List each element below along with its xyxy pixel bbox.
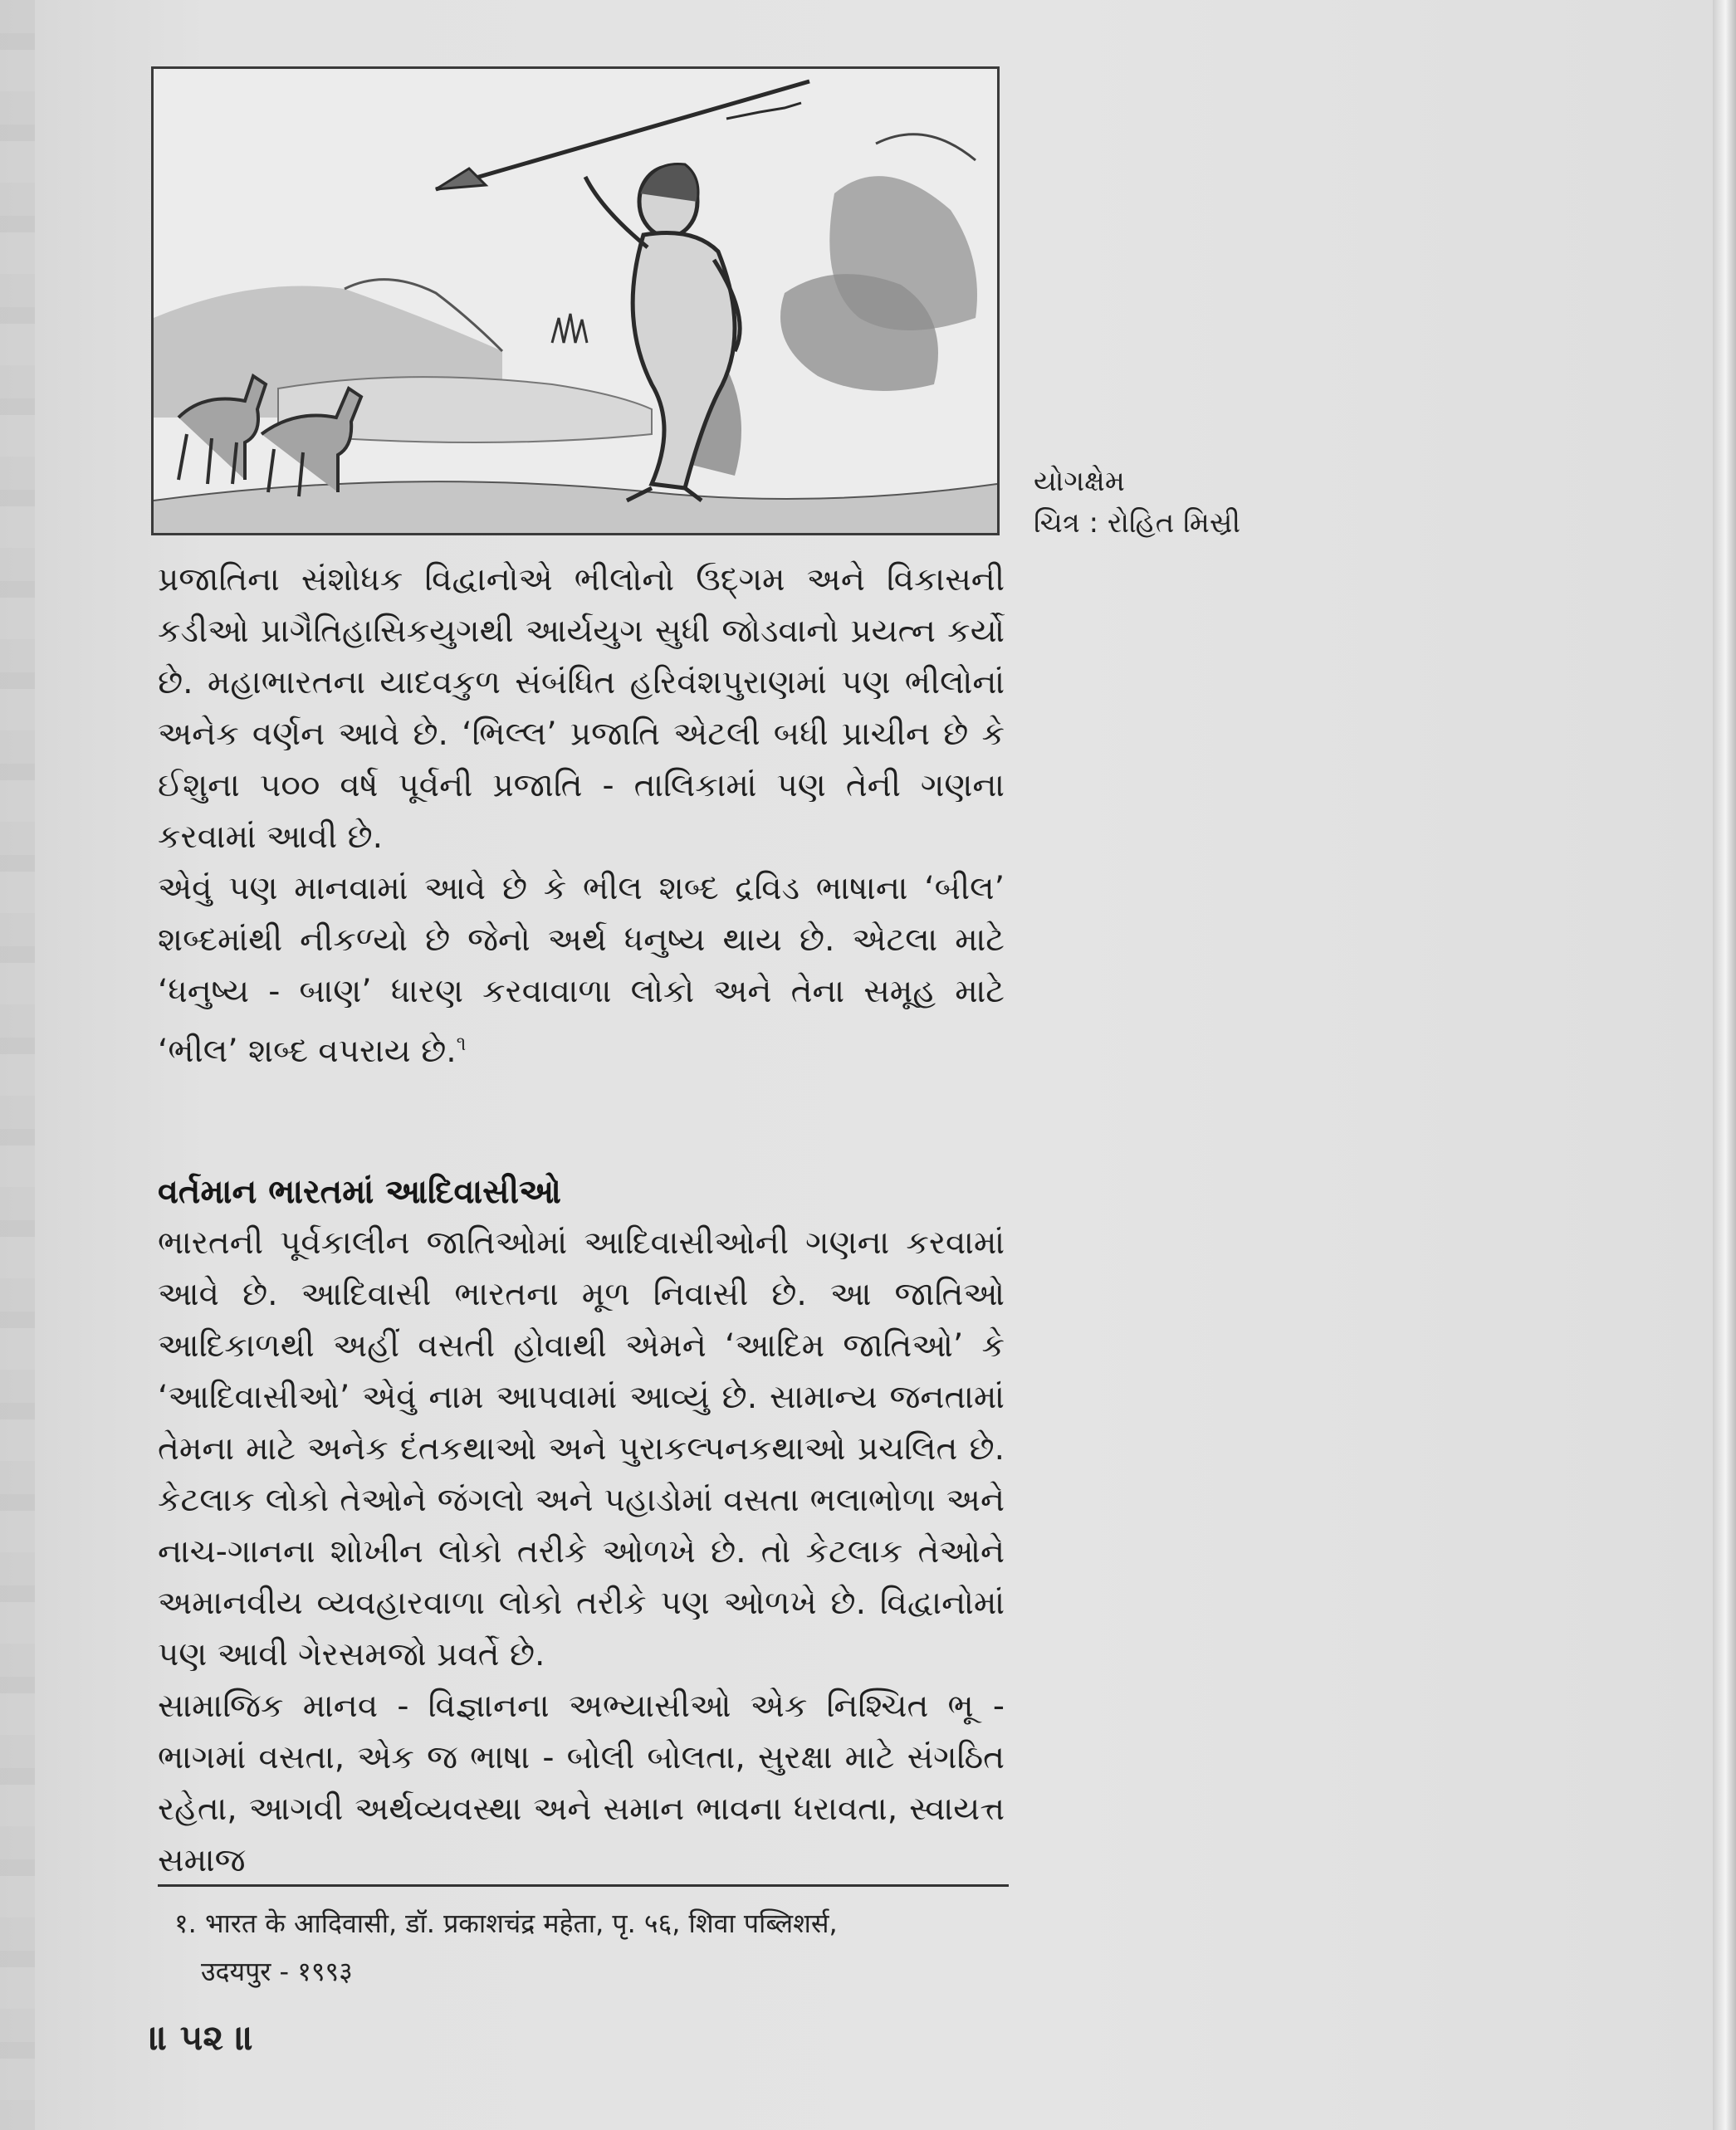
illustration-hunter <box>151 66 1000 535</box>
page-number: ॥ ૫૨ ॥ <box>149 2017 254 2058</box>
section1-paragraph2 <box>158 863 1005 1077</box>
figure-caption <box>1034 461 1240 544</box>
page-edge-shadow <box>0 0 35 2130</box>
caption-title: યોગક્ષેમ <box>1034 465 1125 498</box>
footnote-marker: ૧ <box>456 1032 467 1055</box>
section1-paragraph1: પ્રજાતિના સંશોધક વિદ્વાનોએ ભીલોનો ઉદ્‌ગમ અને વિકાસની કડીઓ પ્રાગૈતિહાસિકયુગથી આર્યયુગ સુધી જોડવાનો પ્રયત્ન કર્યો છે. મહાભારતના યાદવકુળ સંબંધિત હરિવંશપુરાણમાં પણ ભીલોનાં અનેક વર્ણન આવે છે. ‘ભિલ્લ’ પ્રજાતિ એટલી બધી પ્રાચીન છે કે ઈશુના ૫૦૦ વર્ષ પૂર્વની પ્રજાતિ - તાલિકામાં પણ તેની ગણના કરવામાં આવી છે. <box>158 561 1005 856</box>
hunter-sketch-image <box>154 69 997 533</box>
book-spine-edge <box>1713 0 1736 2130</box>
footnote-line1: १. भारत के आदिवासी, डॉ. प्रकाशचंद्र महेता, पृ. ५६, शिवा पब्लिशर्स, <box>174 1908 838 1939</box>
section2-paragraph1: ભારતની પૂર્વકાલીન જાતિઓમાં આદિવાસીઓની ગણના કરવામાં આવે છે. આદિવાસી ભારતના મૂળ નિવાસી છે. આ જાતિઓ આદિકાળથી અહીં વસતી હોવાથી એમને ‘આદિમ જાતિઓ’ કે ‘આદિવાસીઓ’ એવું નામ આપવામાં આવ્યું છે. સામાન્ય જનતામાં તેમના માટે અનેક દંતકથાઓ અને પુરાકલ્પનકથાઓ પ્રચલિત છે. કેટલાક લોકો તેઓને જંગલો અને પહાડોમાં વસતા ભલાભોળા અને નાચ-ગાનના શોખીન લોકો તરીકે ઓળખે છે. તો કેટલાક તેઓને અમાનવીય વ્યવહારવાળા લોકો તરીકે પણ ઓળખે છે. વિદ્વાનોમાં પણ આવી ગેરસમજો પ્રવર્તે છે. <box>158 1224 1005 1673</box>
section2-text <box>158 1166 1005 1887</box>
section2-paragraph2: સામાજિક માનવ - વિજ્ઞાનના અભ્યાસીઓ એક નિશ્ચિત ભૂ - ભાગમાં વસતા, એક જ ભાષા - બોલી બોલતા, સુરક્ષા માટે સંગઠિત રહેતા, આગવી અર્થવ્યવસ્થા અને સમાન ભાવના ધરાવતા, સ્વાયત્ત સમાજ <box>158 1688 1005 1879</box>
footnote-line2: उदयपुर - १९९३ <box>201 1956 353 1987</box>
section-heading: વર્તમાન ભારતમાં આદિવાસીઓ <box>158 1173 561 1211</box>
section1-paragraph2-text: એવું પણ માનવામાં આવે છે કે ભીલ શબ્દ દ્રવિડ ભાષાના ‘બીલ’ શબ્દમાંથી નીકળ્યો છે જેનો અર્થ ધનુષ્ય થાય છે. એટલા માટે ‘ધનુષ્ય - બાણ’ ધારણ કરવાવાળા લોકો અને તેના સમૂહ માટે ‘ભીલ’ શબ્દ વપરાય છે. <box>158 870 1005 1070</box>
caption-credit: ચિત્ર : રોહિત મિસ્રી <box>1034 506 1241 540</box>
footnote-divider <box>158 1884 1009 1887</box>
footnote <box>174 1899 838 1996</box>
section1-text <box>158 554 1005 1077</box>
